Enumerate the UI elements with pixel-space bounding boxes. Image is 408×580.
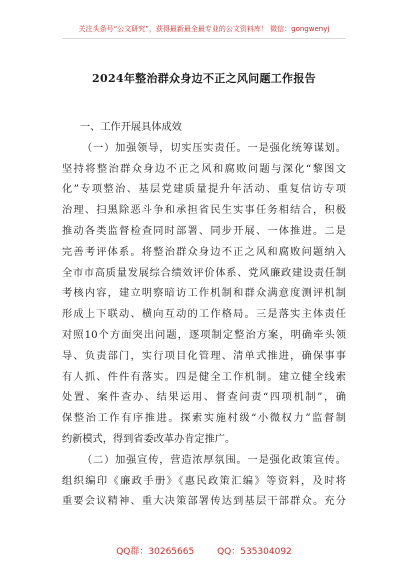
paragraph-line: 坚持将整治群众身边不正之风和腐败问题与深化“黎图文 <box>62 163 346 175</box>
footer-qq-contact: QQ：535304092 <box>217 547 292 557</box>
paragraph-line: 组织编印《廉政手册》《惠民政策汇编》等资料，及时将 <box>62 475 346 487</box>
paragraph-line: 治理、扫黑除恶斗争和承担省民生实事任务相结合，积极 <box>62 205 346 217</box>
paragraph-line: 重要会议精神、重大决策部署传达到基层干部群众。充分 <box>62 496 346 508</box>
paragraph-line: （二）加强宣传，营造浓厚氛围。一是强化政策宣传。 <box>82 454 346 466</box>
document-title: 2024年整治群众身边不正之风问题工作报告 <box>92 72 316 85</box>
header-banner: 关注头条号“公文研究”，获得最新最全最专业的公文资料库！ 微信：gongwenyj <box>78 25 330 33</box>
paragraph-line: 推动各类监督检查同时部署、同步开展、一体推进。二是 <box>62 225 346 237</box>
paragraph-line: 全市市高质量发展综合绩效评价体系、党风廉政建设责任制 <box>62 267 346 279</box>
footer <box>0 544 408 557</box>
section-heading: 一、工作开展具体成效 <box>80 122 182 133</box>
paragraph-line: 对照10个方面突出问题，逐项制定整治方案，明确牵头领 <box>62 329 346 341</box>
paragraph-line: 有人抓、件件有落实。四是健全工作机制。建立健全线索 <box>62 371 346 383</box>
paragraph-line: 考核内容，建立明察暗访工作机制和群众满意度测评机制 <box>62 288 346 300</box>
paragraph-line: 处置、案件查办、结果运用、督查问责“四项机制”，确 <box>62 392 346 404</box>
header-divider <box>62 38 346 39</box>
paragraph-line: 导、负责部门，实行项目化管理、清单式推进，确保事事 <box>62 350 346 362</box>
paragraph-line: 保整治工作有序推进。探索实施村级“小微权力”监督制 <box>62 413 346 425</box>
paragraph-line: 化”专项整治、基层党建质量提升年活动、重复信访专项 <box>62 184 346 196</box>
footer-qq-group: QQ群：30265665 <box>116 547 195 557</box>
document-body <box>62 118 346 513</box>
paragraph-line: 形成上下联动、横向互动的工作格局。三是落实主体责任 <box>62 309 346 321</box>
paragraph-line: 约新模式，得到省委改革办肯定推广。 <box>62 433 236 445</box>
paragraph-line: （一）加强领导，切实压实责任。一是强化统筹谋划。 <box>82 142 346 154</box>
paragraph-line: 完善考评体系。将整治群众身边不正之风和腐败问题纳入 <box>62 246 346 258</box>
